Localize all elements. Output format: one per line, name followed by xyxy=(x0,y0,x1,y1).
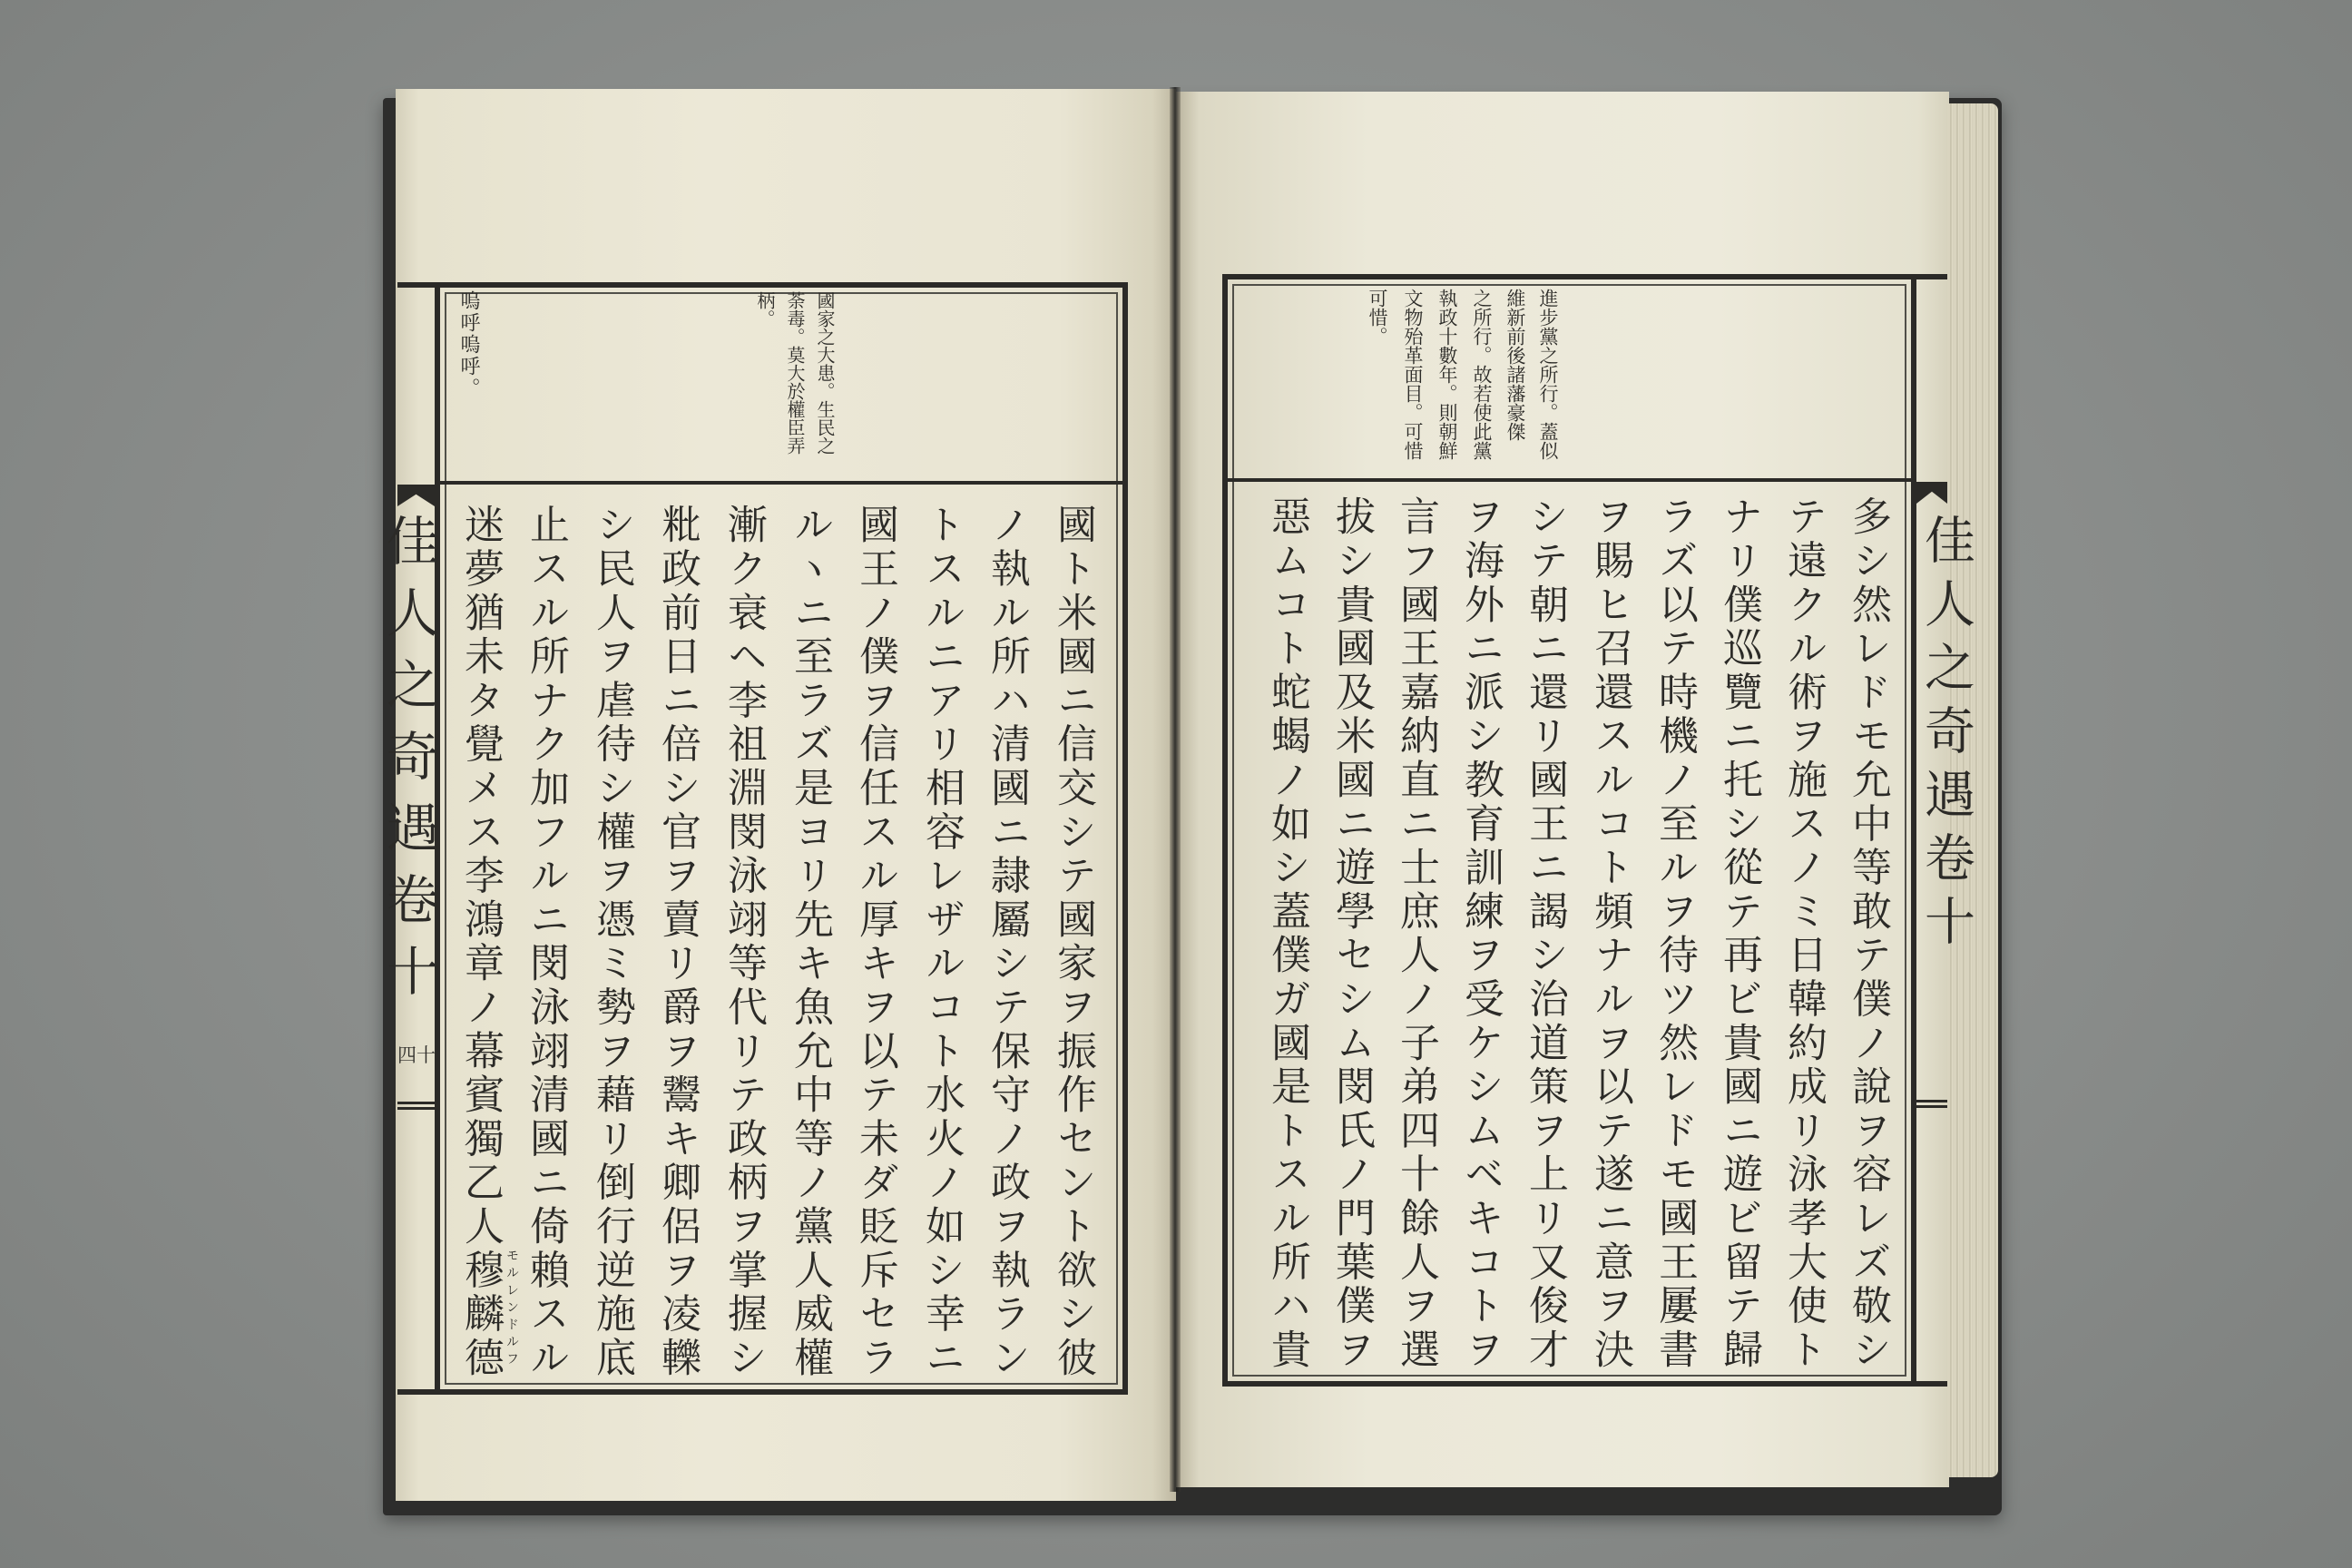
right-body-column-8: 言フ國王嘉納直ニ士庶人ノ子弟四十餘人ヲ選 xyxy=(1393,495,1439,1372)
right-headnote-column: 維新前後諸藩豪傑 xyxy=(1504,289,1526,441)
left-body-column-4: 國王ノ僕ヲ信任スル厚キヲ以テ未ダ貶斥セラ xyxy=(852,504,898,1380)
left-body-column-10: 迷夢猶未タ覺メス李鴻章ノ幕賓獨乙人穆麟德 xyxy=(457,504,504,1380)
right-headnote-column: 進步黨之所行。蓋似 xyxy=(1537,289,1559,460)
right-lower-rule xyxy=(1916,1100,1947,1108)
right-body-column-5: ヲ賜ヒ召還スルコト頻ナルヲ以テ遂ニ意ヲ決 xyxy=(1587,495,1633,1372)
left-body-column-1: 國ト米國ニ信交シテ國家ヲ振作セント欲シ彼 xyxy=(1050,504,1096,1380)
left-body-column-6: 漸ク衰ヘ李祖淵閔泳翊等代リテ政柄ヲ掌握シ xyxy=(720,504,767,1380)
left-running-title: 佳人之奇遇卷十 xyxy=(377,514,439,1015)
right-headnote-column: 之所行。故若使此黨 xyxy=(1471,289,1493,460)
left-headnote-column: 柄。 xyxy=(754,291,776,328)
right-body-column-1: 多シ然レドモ允中等敢テ僕ノ說ヲ容レズ敬シ xyxy=(1845,495,1891,1372)
right-headnote-column: 執政十數年。則朝鮮 xyxy=(1436,289,1458,460)
right-body-column-9: 拔シ貴國及米國ニ遊學セシム閔氏ノ門葉僕ヲ xyxy=(1328,495,1375,1372)
left-headnote-aside: 嗚呼嗚呼。 xyxy=(457,290,480,399)
page-number: 四十 xyxy=(397,1044,436,1066)
right-headnote-column: 文物殆革面目。可惜 xyxy=(1402,289,1424,460)
right-body-column-4: ラズ以テ時機ノ至ルヲ待ツ然レドモ國王屢書 xyxy=(1651,495,1698,1372)
left-body-column-8: シ民人ヲ虐待シ權ヲ憑ミ勢ヲ藉リ倒行逆施底 xyxy=(589,504,635,1380)
left-body-column-9: 止スル所ナク加フルニ閔泳翊清國ニ倚賴スル xyxy=(523,504,569,1380)
right-body-column-7: ヲ海外ニ派シ教育訓練ヲ受ケシムベキコトヲ xyxy=(1457,495,1504,1372)
right-body-column-10: 惡ムコト蛇蝎ノ如シ蓋僕ガ國是トスル所ハ貴 xyxy=(1264,495,1310,1372)
right-headnote-divider xyxy=(1222,478,1916,482)
left-lower-rule xyxy=(397,1102,435,1110)
left-headnote-column: 國家之大患。生民之 xyxy=(814,291,836,455)
left-body-column-7: 粃政前日ニ倍シ官ヲ賣リ爵ヲ鬻キ卿侶ヲ凌轢 xyxy=(654,504,701,1380)
left-running-title-area xyxy=(377,514,439,1040)
right-running-title-area xyxy=(1916,514,1975,985)
right-body-column-2: テ遠クル術ヲ施スノミ日韓約成リ泳孝大使ト xyxy=(1780,495,1827,1372)
left-body-column-3: トスルニアリ相容レザルコト水火ノ如シ幸ニ xyxy=(918,504,965,1380)
right-body-column-6: シテ朝ニ還リ國王ニ謁シ治道策ヲ上リ又俊才 xyxy=(1522,495,1568,1372)
left-headnote-column: 荼毒。莫大於權臣弄 xyxy=(784,291,806,455)
center-gutter xyxy=(1170,87,1181,1492)
right-body-column-3: ナリ僕巡覽ニ托シ從テ再ビ貴國ニ遊ビ留テ歸 xyxy=(1716,495,1762,1372)
left-body-column-5: ルヽニ至ラズ是ヨリ先キ魚允中等ノ黨人威權 xyxy=(787,504,833,1380)
right-running-title: 佳人之奇遇卷十 xyxy=(1916,514,1975,958)
right-headnote-column: 可惜。 xyxy=(1367,289,1388,346)
furigana-gloss: モルレンドルフ xyxy=(505,1249,519,1369)
left-body-column-2: ノ執ル所ハ清國ニ隷屬シテ保守ノ政ヲ執ラン xyxy=(984,504,1030,1380)
